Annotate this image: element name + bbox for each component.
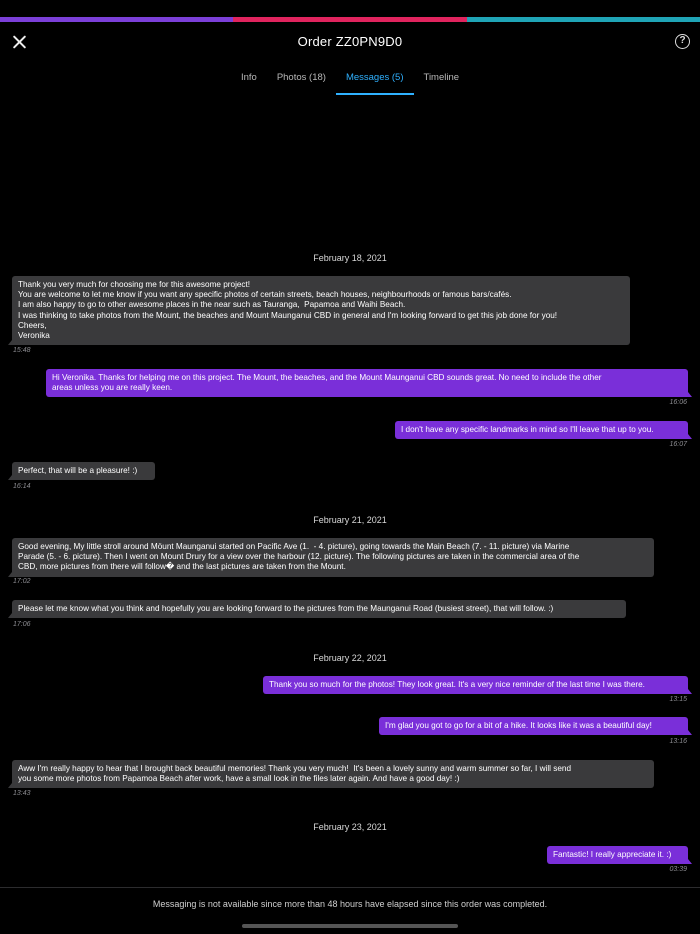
message-text: areas unless you are really keen.: [52, 383, 173, 393]
page-title: Order ZZ0PN9D0: [297, 34, 403, 49]
message-bubble-outgoing[interactable]: [46, 369, 688, 397]
message-text: Good evening, My little stroll around Möunt Maunganui started on Pacific Ave (1. - 4. picture), going towards the Main Beach (7. - 11. picture) via Marine: [18, 542, 570, 551]
tab-info[interactable]: Info: [240, 72, 257, 83]
message-bubble-incoming[interactable]: [12, 600, 626, 618]
message-bubble-outgoing[interactable]: [395, 421, 688, 439]
message-text: I was thinking to take photos from the Mount, the beaches and Mount Maunganui CBD in general and I'm looking forward to get this job done for you!: [18, 310, 558, 320]
message-text: Thank you very much for choosing me for this awesome project!: [18, 280, 251, 289]
message-text: Hi Veronika. Thanks for helping me on this project. The Mount, the beaches, and the Mount Maunganui CBD sounds great. No need to include the other: [52, 373, 602, 382]
message-text: Please let me know what you think and hopefully you are looking forward to the pictures from the Maunganui Road (busiest street), that will follow. :): [18, 604, 554, 613]
message-text: Aww I'm really happy to hear that I brought back beautiful memories! Thank you very much! It's been a lovely sunny and warm summer so far, I will send: [18, 764, 572, 773]
message-time: 16:07: [669, 441, 687, 448]
message-text: Fantastic! I really appreciate it. :): [553, 850, 672, 859]
message-time: 13:43: [13, 790, 31, 797]
date-separator: February 18, 2021: [313, 253, 387, 263]
message-text: CBD, more pictures from there will follow� and the last pictures are taken from the Mount.: [18, 562, 346, 572]
home-indicator[interactable]: [242, 924, 458, 928]
help-icon[interactable]: ?: [675, 34, 690, 49]
message-time: 17:02: [13, 578, 31, 585]
date-separator: February 21, 2021: [313, 515, 387, 525]
message-text: You are welcome to let me know if you want any specific photos of certain streets, beach houses, neighbourhoods or famous bars/cafés.: [18, 290, 512, 300]
header: [0, 22, 700, 62]
footer-divider: [0, 887, 700, 888]
message-text: Parade (5. - 6. picture). Then I went on Mount Drury for a view over the harbour (12. picture). The following pictures are taken in the commercial area of the: [18, 552, 580, 562]
message-bubble-incoming[interactable]: [12, 538, 654, 577]
message-text: Thank you so much for the photos! They look great. It's a very nice reminder of the last time I was there.: [269, 680, 645, 689]
message-text: you some more photos from Papamoa Beach after work, have a small look in the files later again. And have a good day! :): [18, 774, 460, 784]
message-text: I'm glad you got to go for a bit of a hike. It looks like it was a beautiful day!: [385, 721, 652, 730]
date-separator: February 23, 2021: [313, 822, 387, 832]
tab-messages[interactable]: Messages (5): [336, 68, 414, 95]
message-time: 15:48: [13, 347, 31, 354]
message-time: 03:39: [669, 866, 687, 873]
tab-bar: [0, 68, 700, 96]
message-bubble-incoming[interactable]: [12, 462, 155, 480]
message-text: I am also happy to go to other awesome places in the near such as Tauranga, Papamoa and Waihi Beach.: [18, 300, 406, 310]
message-time: 13:16: [669, 738, 687, 745]
message-text: I don't have any specific landmarks in mind so I'll leave that up to you.: [401, 425, 654, 434]
tab-timeline[interactable]: Timeline: [423, 72, 460, 83]
message-time: 13:15: [669, 696, 687, 703]
messaging-unavailable-notice: Messaging is not available since more than 48 hours have elapsed since this order was completed.: [152, 899, 548, 909]
message-bubble-outgoing[interactable]: [263, 676, 688, 694]
message-bubble-incoming[interactable]: [12, 760, 654, 788]
message-text: Veronika: [18, 331, 50, 341]
message-text: Perfect, that will be a pleasure! :): [18, 466, 138, 475]
message-time: 17:06: [13, 621, 31, 628]
message-text: Cheers,: [18, 320, 47, 330]
message-bubble-incoming[interactable]: [12, 276, 630, 345]
message-time: 16:06: [669, 399, 687, 406]
tab-photos[interactable]: Photos (18): [276, 72, 326, 83]
message-bubble-outgoing[interactable]: [547, 846, 688, 864]
message-bubble-outgoing[interactable]: [379, 717, 688, 735]
date-separator: February 22, 2021: [313, 653, 387, 663]
message-time: 16:14: [13, 483, 31, 490]
